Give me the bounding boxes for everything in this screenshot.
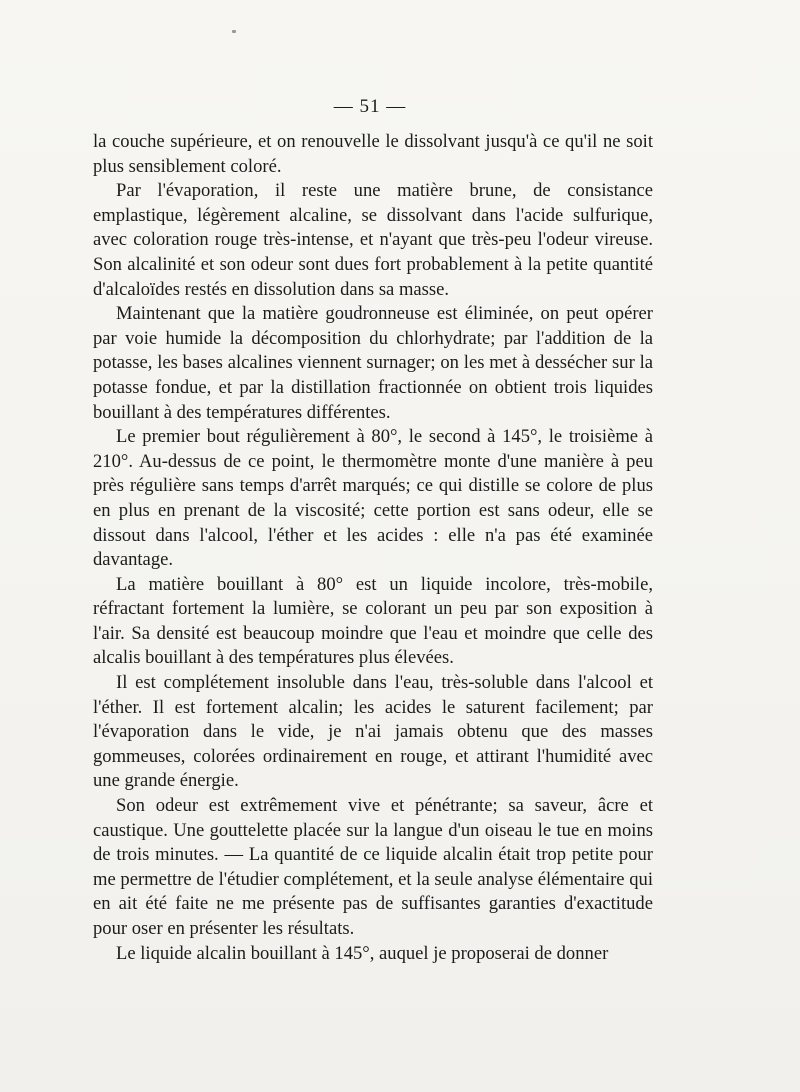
page-number: — 51 — [333, 96, 407, 117]
paragraph-145-degree-liquid: Le liquide alcalin bouillant à 145°, auquel je proposerai de donner [116, 942, 609, 964]
paragraph-decomposition: Maintenant que la matière goudronneuse est éliminée, on peut opérer par voie humide la décomposition du chlorhydrate; par l'addition de la potasse, les bases alcalines viennent surnager; on les met à dessécher sur la potasse fondue, et par la distillation fractionnée on obtient trois liquides bouillant à des températures différentes. [93, 303, 653, 423]
ink-speck [232, 30, 236, 33]
body-text [93, 130, 653, 966]
paragraph-continuation: la couche supérieure, et on renouvelle le dissolvant jusqu'à ce qu'il ne soit plus sensiblement coloré. [93, 131, 653, 177]
paragraph-odor: Son odeur est extrêmement vive et pénétrante; sa saveur, âcre et caustique. Une gouttelette placée sur la langue d'un oiseau le tue en moins de trois minutes. — La quantité de ce liquide alcalin était trop petite pour me permettre de l'étudier complétement, et la seule analyse élémentaire qui en ait été faite ne me présente pas de suffisantes garanties d'exactitude pour oser en présenter les résultats. [93, 795, 653, 939]
paragraph-solubility: Il est complétement insoluble dans l'eau, très-soluble dans l'alcool et l'éther. Il est fortement alcalin; les acides le saturent facilement; par l'évaporation dans le vide, je n'ai jamais obtenu que des masses gommeuses, colorées ordinairement en rouge, et attirant l'humidité avec une grande énergie. [93, 672, 653, 792]
paragraph-evaporation: Par l'évaporation, il reste une matière brune, de consistance emplastique, légèrement alcaline, se dissolvant dans l'acide sulfurique, avec coloration rouge très-intense, et n'ayant que très-peu l'odeur vireuse. Son alcalinité et son odeur sont dues fort probablement à la petite quantité d'alcaloïdes restés en dissolution dans sa masse. [93, 180, 653, 300]
paragraph-boiling-points: Le premier bout régulièrement à 80°, le second à 145°, le troisième à 210°. Au-dessus de ce point, le thermomètre monte d'une manière à peu près régulière sans temps d'arrêt marqués; ce qui distille se colore de plus en plus en prenant de la viscosité; cette portion est sans odeur, elle se dissout dans l'alcool, l'éther et les acides : elle n'a pas été examinée davantage. [93, 426, 653, 571]
paragraph-80-degree-liquid: La matière bouillant à 80° est un liquide incolore, très-mobile, réfractant fortement la lumière, se colorant un peu par son exposition à l'air. Sa densité est beaucoup moindre que l'eau et moindre que celle des alcalis bouillant à des températures plus élevées. [93, 573, 653, 669]
